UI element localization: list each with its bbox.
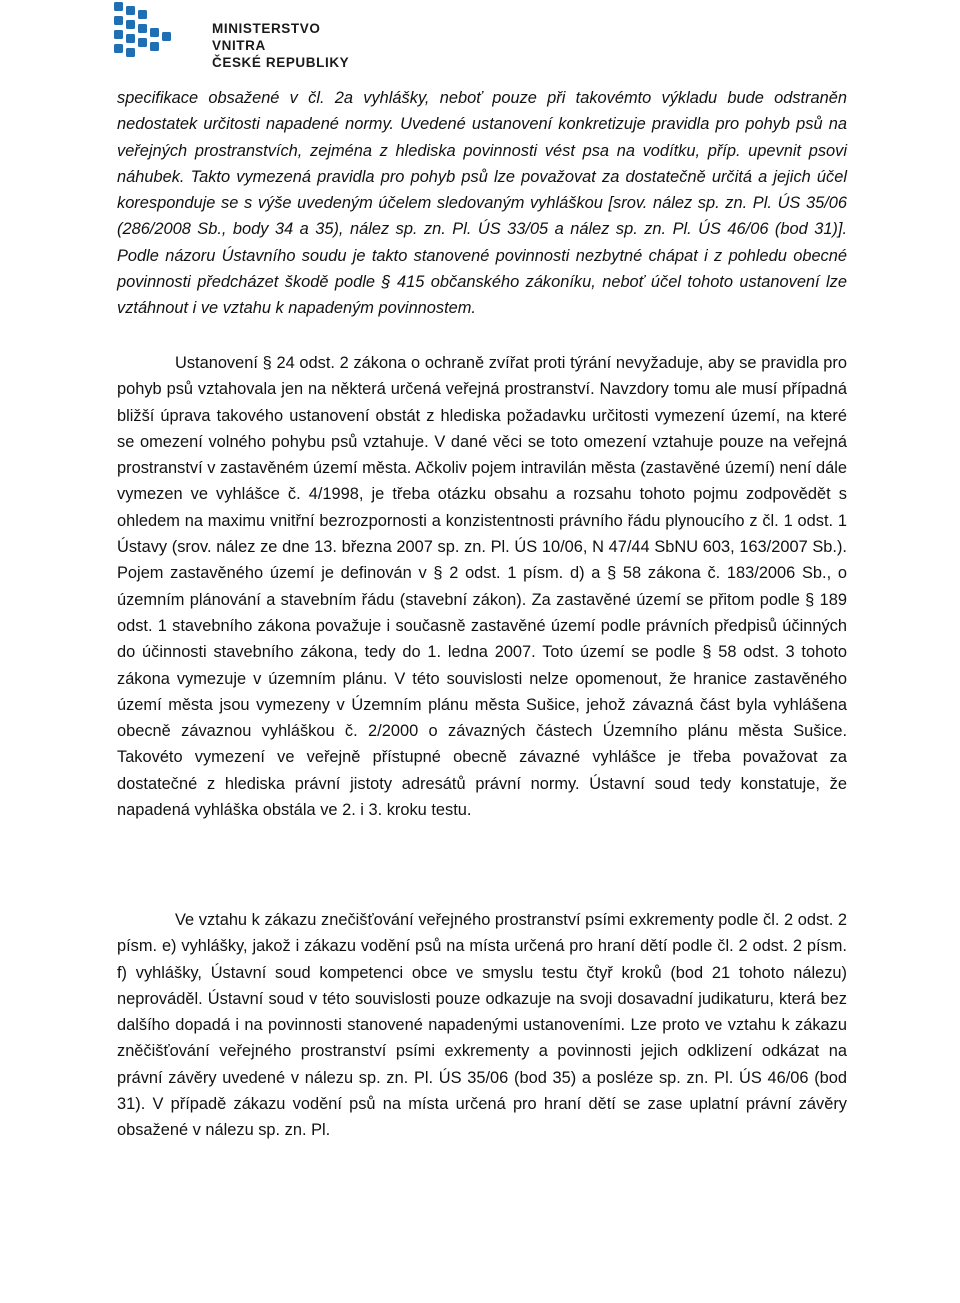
paragraph-3: [117, 907, 847, 1144]
ministry-name: [212, 20, 370, 71]
ministry-emblem-icon: [110, 0, 190, 64]
paragraph-2-body: Ustanovení § 24 odst. 2 zákona o ochraně zvířat proti týrání nevyžaduje, aby se pravidla pro pohyb psů vztahovala jen na některá určená veřejná prostranství. Navzdory tomu ale musí případná bližší úprava takového ustanovení obstát z hlediska požadavku určitosti vymezení území, na které se omezení volného pohybu psů vztahuje. V dané věci se toto omezení vztahuje pouze na veřejná prostranství v zastavěném území města. Ačkoliv pojem intravilán města (zastavěné území) není dále vymezen ve vyhlášce č. 4/1998, je třeba otázku obsahu a rozsahu tohoto pojmu zodpovědět s ohledem na maximu vnitřní bezrozpornosti a konzistentnosti právního řádu plynoucího z čl. 1 odst. 1 Ústavy (srov. nález ze dne 13. března 2007 sp. zn. Pl. ÚS 10/06, N 47/44 SbNU 603, 163/2007 Sb.). Pojem zastavěného území je definován v § 2 odst. 1 písm. d) a § 58 zákona č. 183/2006 Sb., o územním plánování a stavebním řádu (stavební zákon). Za zastavěné území se přitom podle § 189 odst. 1 stavebního zákona považuje i současně zastavěné území podle právních předpisů účinných do účinnosti stavebního zákona, tedy do 1. ledna 2007. Toto území se podle § 58 odst. 3 tohoto zákona vymezuje v územním plánu. V této souvislosti nelze opomenout, že hranice zastavěného území města jsou vymezeny v Územním plánu města Sušice, jehož závazná část byla vyhlášena obecně závaznou vyhláškou č. 2/2000 o závazných částech Územního plánu města Sušice. Takovéto vymezení ve veřejně přístupné obecně závazné vyhlášce je třeba považovat za dostatečné z hlediska právní jistoty adresátů právní normy. Ústavní soud tedy konstatuje, že napadená vyhláška obstála ve 2. i 3. kroku testu.: [117, 354, 847, 820]
ministry-name-line2: ČESKÉ REPUBLIKY: [212, 55, 350, 70]
paragraph-2-text: [117, 350, 847, 823]
paragraph-3-text: [117, 907, 847, 1144]
paragraph-1-text: specifikace obsažené v čl. 2a vyhlášky, neboť pouze při takovémto výkladu bude odstraněn nedostatek určitosti napadené normy. Uvedené ustanovení konkretizuje pravidla pro pohyb psů na veřejných prostranstvích, zejména z hlediska povinnosti vést psa na vodítku, příp. upevnit psovi náhubek. Takto vymezená pravidla pro pohyb psů lze považovat za dostatečně určitá a jejich účel koresponduje se s výše uvedeným účelem sledovaným vyhláškou [srov. nález sp. zn. Pl. ÚS 35/06 (286/2008 Sb., body 34 a 35), nález sp. zn. Pl. ÚS 33/05 a nález sp. zn. Pl. ÚS 46/06 (bod 31)]. Podle názoru Ústavního soudu je takto stanovené povinnosti nezbytné chápat i z pohledu obecné povinnosti předcházet škodě podle § 415 občanského zákoníku, neboť účel tohoto ustanovení lze vztáhnout i ve vztahu k napadeným povinnostem.: [117, 89, 847, 318]
paragraph-2: [117, 350, 847, 823]
paragraph-3-body: Ve vztahu k zákazu znečišťování veřejného prostranství psími exkrementy podle čl. 2 odst. 2 písm. e) vyhlášky, jakož i zákazu vodění psů na místa určená pro hraní dětí podle čl. 2 odst. 2 písm. f) vyhlášky, Ústavní soud kompetenci obce ve smyslu testu čtyř kroků (bod 21 tohoto nálezu) neprováděl. Ústavní soud v této souvislosti pouze odkazuje na svoji dosavadní judikaturu, která bez dalšího dopadá i na povinnosti stanovené napadenými ustanoveními. Lze proto ve vztahu k zákazu zněčišťování veřejného prostranství psími exkrementy a povinnosti jejich odklizení odkázat na právní závěry uvedené v nálezu sp. zn. Pl. ÚS 35/06 (bod 35) a posléze sp. zn. Pl. ÚS 46/06 (bod 31). V případě zákazu vodění psů na místa určená pro hraní dětí se zase uplatní právní závěry obsažené v nálezu sp. zn. Pl.: [117, 911, 847, 1140]
paragraph-1: [117, 85, 847, 322]
ministry-logo: [110, 0, 370, 70]
ministry-name-line1: MINISTERSTVO VNITRA: [212, 21, 321, 53]
